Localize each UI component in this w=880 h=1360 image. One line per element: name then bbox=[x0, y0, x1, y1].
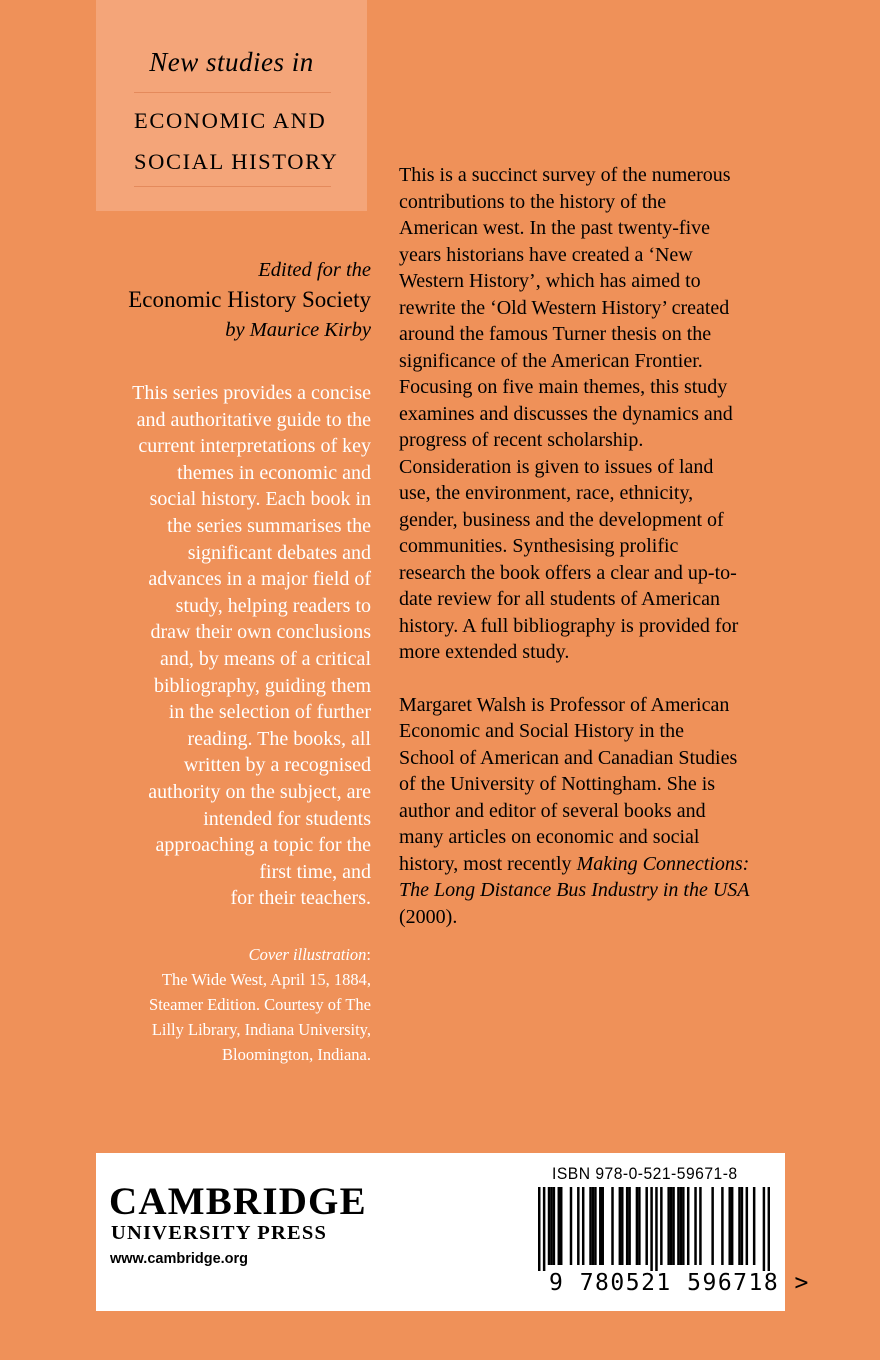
barcode-bar bbox=[672, 1187, 674, 1265]
blurb-line: Focusing on five main themes, this study bbox=[399, 376, 728, 398]
blurb-line: Consideration is given to issues of land bbox=[399, 455, 714, 478]
barcode-bar bbox=[560, 1187, 562, 1265]
author-line: Economic and Social History in the bbox=[399, 720, 684, 742]
barcode-bar bbox=[763, 1187, 765, 1271]
cover-label: Cover illustration bbox=[248, 945, 367, 964]
book-title-part1: Making Connections: bbox=[576, 852, 750, 875]
barcode-bar bbox=[746, 1187, 748, 1265]
cover-label-line bbox=[149, 942, 371, 967]
book-title-part2: The Long Distance Bus Industry in the USA bbox=[399, 879, 750, 901]
barcode-bar bbox=[721, 1187, 723, 1265]
barcode-bar bbox=[670, 1187, 672, 1265]
blurb-line: gender, business and the development of bbox=[399, 508, 724, 531]
barcode-bar bbox=[628, 1187, 630, 1265]
barcode-bar bbox=[553, 1187, 555, 1265]
series-desc-line: written by a recognised bbox=[183, 754, 371, 777]
cover-line: Lilly Library, Indiana University, bbox=[151, 1020, 371, 1039]
barcode-bar bbox=[601, 1187, 603, 1265]
series-desc-line: current interpretations of key bbox=[138, 435, 371, 458]
barcode-bar bbox=[638, 1187, 640, 1265]
barcode-bar bbox=[548, 1187, 550, 1265]
author-line: author and editor of several books and bbox=[399, 799, 706, 822]
barcode-bar bbox=[711, 1187, 713, 1265]
series-desc-line: bibliography, guiding them bbox=[153, 674, 371, 697]
author-line bbox=[399, 877, 799, 904]
series-desc-line: and authoritative guide to the bbox=[136, 408, 371, 431]
author-line: many articles on economic and social bbox=[399, 826, 700, 848]
series-description bbox=[71, 380, 371, 912]
barcode-bar bbox=[626, 1187, 628, 1265]
barcode-bar bbox=[694, 1187, 696, 1265]
barcode-bar bbox=[599, 1187, 601, 1265]
editor-credit bbox=[128, 255, 371, 345]
barcode-bar bbox=[636, 1187, 638, 1265]
barcode-bar bbox=[592, 1187, 594, 1265]
author-line: School of American and Canadian Studies bbox=[399, 746, 738, 769]
barcode-bar bbox=[594, 1187, 596, 1265]
blurb-line: This is a succinct survey of the numerous bbox=[399, 164, 731, 186]
blurb-paragraph bbox=[399, 162, 799, 666]
barcode-bar bbox=[687, 1187, 689, 1265]
barcode-bar bbox=[738, 1187, 740, 1265]
barcode-bar bbox=[538, 1187, 540, 1271]
publisher-url: www.cambridge.org bbox=[110, 1251, 249, 1267]
barcode-bar bbox=[558, 1187, 560, 1265]
barcode-bar bbox=[611, 1187, 613, 1265]
series-title-line1: ECONOMIC AND bbox=[134, 108, 327, 133]
series-desc-line: This series provides a concise bbox=[132, 382, 371, 404]
barcode-bar bbox=[621, 1187, 623, 1265]
blurb-line: use, the environment, race, ethnicity, bbox=[399, 482, 694, 504]
author-line7-prefix: history, most recently bbox=[399, 852, 577, 875]
barcode-bar bbox=[680, 1187, 682, 1265]
blurb-line: rewrite the ‘Old Western History’ created bbox=[399, 296, 730, 319]
series-bottom-rule bbox=[134, 186, 331, 187]
series-desc-line: significant debates and bbox=[187, 541, 371, 564]
book-description bbox=[399, 162, 799, 930]
blurb-line: research the book offers a clear and up-to- bbox=[399, 561, 737, 584]
barcode-bar bbox=[655, 1187, 657, 1271]
barcode-bar bbox=[619, 1187, 621, 1265]
blurb-line: history. A full bibliography is provided for bbox=[399, 614, 739, 637]
blurb-line: more extended study. bbox=[399, 641, 570, 663]
series-desc-line: the series summarises the bbox=[167, 514, 371, 537]
barcode-bar bbox=[753, 1187, 755, 1265]
barcode-bar bbox=[699, 1187, 701, 1265]
editor-society: Economic History Society bbox=[128, 287, 371, 312]
series-top-rule bbox=[134, 92, 331, 93]
publisher-press: UNIVERSITY PRESS bbox=[111, 1222, 328, 1244]
barcode-bar bbox=[589, 1187, 591, 1265]
barcode-bar bbox=[650, 1187, 652, 1271]
barcode-bar bbox=[570, 1187, 572, 1265]
editor-line1: Edited for the bbox=[258, 259, 371, 281]
author-line bbox=[399, 851, 799, 878]
author-line: of the University of Nottingham. She is bbox=[399, 773, 716, 795]
barcode-bar bbox=[667, 1187, 669, 1265]
series-desc-line: first time, and bbox=[259, 860, 371, 883]
barcode-bar bbox=[768, 1187, 770, 1271]
barcode-bar bbox=[728, 1187, 730, 1265]
series-desc-line: study, helping readers to bbox=[175, 594, 371, 617]
barcode-bar bbox=[543, 1187, 545, 1271]
series-box bbox=[96, 0, 367, 211]
cover-line: Bloomington, Indiana. bbox=[222, 1045, 371, 1064]
series-desc-line: for their teachers. bbox=[230, 887, 371, 910]
barcode-bar bbox=[550, 1187, 552, 1265]
cover-line: Steamer Edition. Courtesy of The bbox=[149, 995, 371, 1014]
blurb-line: Western History’, which has aimed to bbox=[399, 270, 701, 292]
publisher-barcode-box bbox=[96, 1153, 810, 1311]
blurb-line: around the famous Turner thesis on the bbox=[399, 323, 712, 345]
blurb-line: significance of the American Frontier. bbox=[399, 349, 703, 372]
series-desc-line: reading. The books, all bbox=[187, 727, 371, 750]
series-desc-line: authority on the subject, are bbox=[148, 780, 371, 803]
blurb-line: date review for all students of American bbox=[399, 588, 720, 610]
cover-illustration-credit bbox=[149, 942, 371, 1067]
series-title bbox=[134, 100, 339, 182]
editor-name: by Maurice Kirby bbox=[225, 319, 371, 341]
barcode-bar bbox=[645, 1187, 647, 1265]
barcode-bar bbox=[731, 1187, 733, 1265]
series-desc-line: in the selection of further bbox=[168, 701, 371, 724]
author-book-year: (2000). bbox=[399, 905, 458, 928]
blurb-line: examines and discusses the dynamics and bbox=[399, 402, 733, 425]
blurb-line: years historians have created a ‘New bbox=[399, 243, 693, 266]
blurb-line: communities. Synthesising prolific bbox=[399, 535, 679, 557]
author-line: Margaret Walsh is Professor of American bbox=[399, 693, 730, 716]
series-desc-line: advances in a major field of bbox=[148, 568, 371, 591]
barcode-bar bbox=[582, 1187, 584, 1265]
barcode bbox=[538, 1187, 770, 1271]
series-desc-line: themes in economic and bbox=[177, 461, 371, 484]
barcode-bar bbox=[577, 1187, 579, 1265]
isbn-label: ISBN 978-0-521-59671-8 bbox=[552, 1165, 738, 1183]
barcode-bar bbox=[660, 1187, 662, 1265]
cover-label-colon: : bbox=[366, 945, 371, 964]
series-desc-line: approaching a topic for the bbox=[155, 834, 371, 857]
barcode-bar bbox=[677, 1187, 679, 1265]
series-intro: New studies in bbox=[149, 47, 314, 77]
blurb-line: progress of recent scholarship. bbox=[399, 429, 644, 451]
series-desc-line: intended for students bbox=[203, 807, 371, 830]
cover-line: The Wide West, April 15, 1884, bbox=[161, 970, 371, 989]
barcode-bar bbox=[741, 1187, 743, 1265]
blurb-line: American west. In the past twenty-five bbox=[399, 217, 711, 239]
barcode-bar bbox=[682, 1187, 684, 1265]
author-bio bbox=[399, 692, 799, 931]
series-title-line2: SOCIAL HISTORY bbox=[134, 149, 339, 174]
series-desc-line: social history. Each book in bbox=[149, 488, 371, 511]
blurb-line: contributions to the history of the bbox=[399, 190, 667, 213]
series-desc-line: draw their own conclusions bbox=[150, 621, 371, 644]
series-desc-line: and, by means of a critical bbox=[159, 647, 371, 670]
publisher-logo: CAMBRIDGE bbox=[109, 1180, 367, 1223]
barcode-digits: 9 780521 596718 > bbox=[549, 1270, 810, 1296]
